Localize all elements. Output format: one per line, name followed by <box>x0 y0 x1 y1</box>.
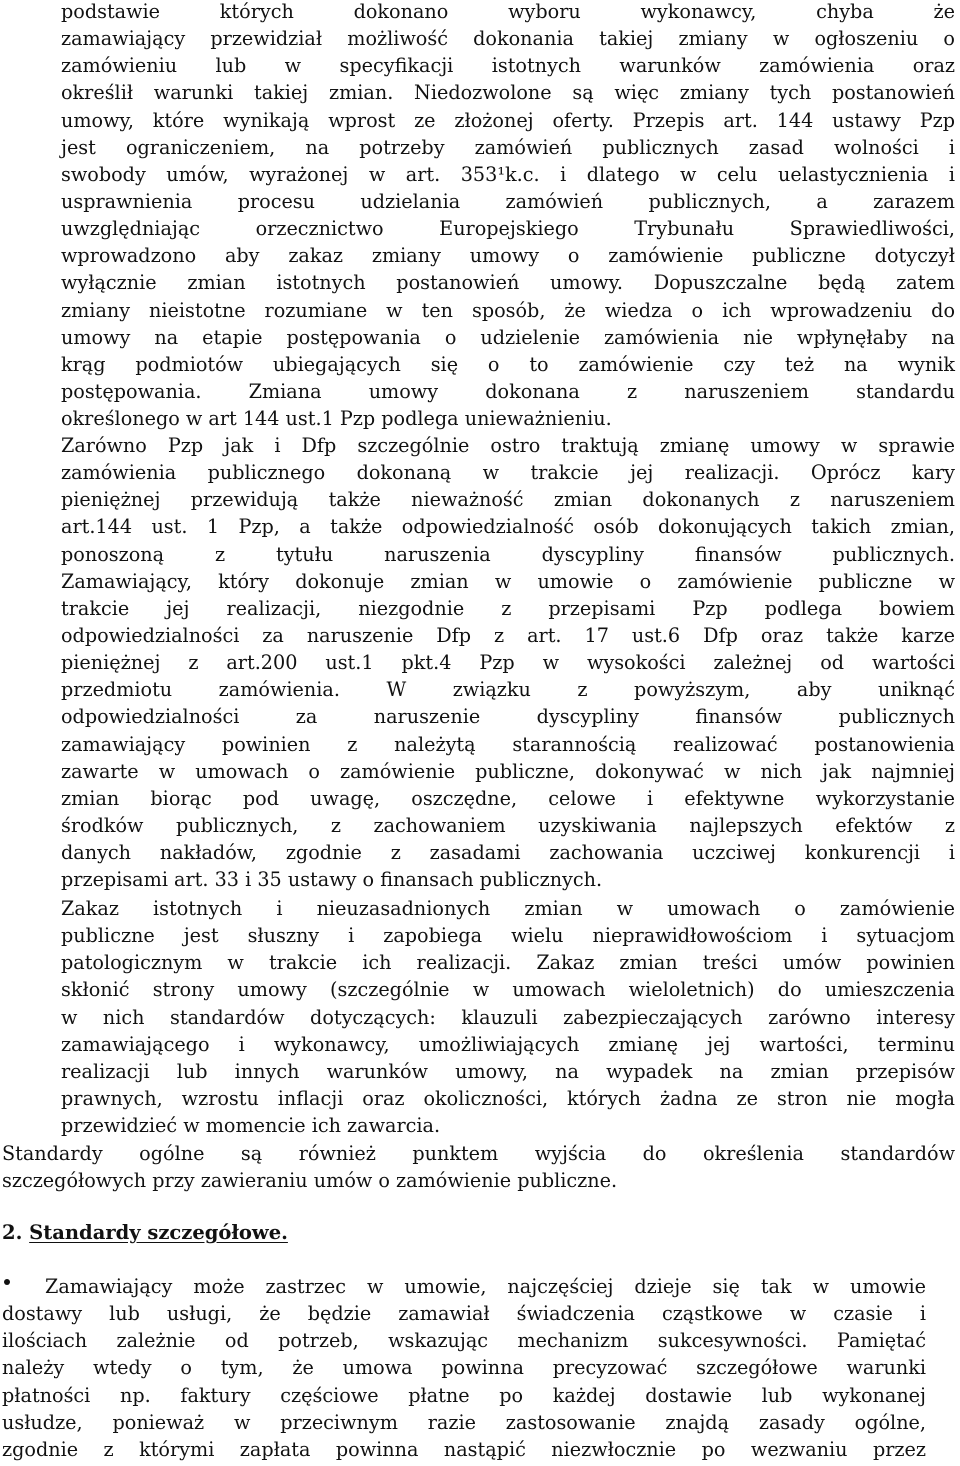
text-line: umowy, które wynikają wprost ze złożonej oferty. Przepis art. 144 ustawy Pzp <box>61 108 955 132</box>
text-line: dostawy lub usługi, że będzie zamawiał świadczenia cząstkowe w czasie i <box>2 1302 926 1326</box>
text-line: zamówieniu lub w specyfikacji istotnych warunków zamówienia oraz <box>61 54 955 78</box>
text-line: określonego w art 144 ust.1 Pzp podlega unieważnieniu. <box>61 407 612 431</box>
text-line: postępowania. Zmiana umowy dokonana z naruszeniem standardu <box>61 379 955 403</box>
text-line: zawarte w umowach o zamówienie publiczne, dokonywać w nich jak najmniej <box>61 759 955 783</box>
text-line: ponoszoną z tytułu naruszenia dyscypliny finansów publicznych. <box>61 542 955 566</box>
text-line: swobody umów, wyrażonej w art. 353¹k.c. i dlatego w celu uelastycznienia i <box>61 162 955 186</box>
text-line: art.144 ust. 1 Pzp, a także odpowiedzialność osób dokonujących takich zmian, <box>61 515 955 539</box>
text-line: usłudze, ponieważ w przeciwnym razie zastosowanie znajdą zasady ogólne, <box>2 1410 926 1434</box>
text-line: zmian biorąc pod uwagę, oszczędne, celowe i efektywne wykorzystanie <box>61 786 955 810</box>
text-line: Zarówno Pzp jak i Dfp szczególnie ostro traktują zmianę umowy w sprawie <box>61 434 955 457</box>
section-heading <box>2 1219 288 1246</box>
paragraph-pzp-dfp <box>61 432 955 893</box>
text-line: danych nakładów, zgodnie z zasadami zachowania uczciwej konkurencji i <box>61 841 955 865</box>
section-title: Standardy szczegółowe. <box>29 1221 288 1244</box>
text-line: jest ograniczeniem, na potrzeby zamówień publicznych zasad wolności i <box>61 135 955 159</box>
section-number: 2. <box>2 1221 23 1244</box>
text-line: umowy na etapie postępowania o udzielenie zamówienia nie wpłynęłaby na <box>61 325 955 349</box>
text-line: ilościach zależnie od potrzeb, wskazując mechanizm sukcesywności. Pamiętać <box>2 1329 926 1353</box>
text-line: odpowiedzialności za naruszenie Dfp z art. 17 ust.6 Dfp oraz także karze <box>61 623 955 647</box>
text-line: płatności np. faktury częściowe płatne po każdej dostawie lub wykonanej <box>2 1383 926 1407</box>
text-line: skłonić strony umowy (szczególnie w umowach wieloletnich) do umieszczenia <box>61 978 955 1002</box>
text-line: wyłącznie zmian istotnych postanowień umowy. Dopuszczalne będą zatem <box>61 271 955 295</box>
text-line: przewidzieć w momencie ich zawarcia. <box>61 1114 441 1138</box>
text-line: pieniężnej z art.200 ust.1 pkt.4 Pzp w wysokości zależnej od wartości <box>61 651 955 675</box>
paragraph-zakaz-zmian <box>61 895 955 1139</box>
text-line: zamawiający przewidział możliwość dokonania takiej zmiany w ogłoszeniu o <box>61 27 955 51</box>
text-line: krąg podmiotów ubiegających się o to zamówienie czy też na wynik <box>61 352 955 376</box>
text-line: Zamawiający, który dokonuje zmian w umowie o zamówienie publiczne w <box>61 569 955 593</box>
text-line: publiczne jest słuszny i zapobiega wielu nieprawidłowościom i sytuacjom <box>61 924 955 948</box>
text-line: Zamawiający może zastrzec w umowie, najczęściej dzieje się tak w umowie <box>45 1275 926 1298</box>
text-line: należy wtedy o tym, że umowa powinna precyzować szczegółowe warunki <box>2 1356 926 1380</box>
text-line: określił warunki takiej zmian. Niedozwolone są więc zmiany tych postanowień <box>61 81 955 105</box>
text-line: wprowadzono aby zakaz zmiany umowy o zamówienie publiczne dotyczył <box>61 244 955 268</box>
text-line: przedmiotu zamówienia. W związku z powyższym, aby uniknąć <box>61 678 955 702</box>
text-line: szczegółowych przy zawieraniu umów o zamówienie publiczne. <box>2 1169 618 1193</box>
text-line: zmiany nieistotne rozumiane w ten sposób, że wiedza o ich wprowadzeniu do <box>61 298 955 322</box>
paragraph-art-144 <box>61 0 955 432</box>
text-line: przepisami art. 33 i 35 ustawy o finansach publicznych. <box>61 868 603 892</box>
text-line: patologicznym w trakcie ich realizacji. Zakaz zmian treści umów powinien <box>61 951 955 975</box>
text-line: usprawnienia procesu udzielania zamówień publicznych, a zarazem <box>61 189 955 213</box>
text-line: realizacji lub innych warunków umowy, na wypadek na zmian przepisów <box>61 1059 955 1083</box>
text-line: zamawiającego i wykonawcy, umożliwiających zmianę jej wartości, terminu <box>61 1032 955 1056</box>
text-line: trakcie jej realizacji, niezgodnie z przepisami Pzp podlega bowiem <box>61 596 955 620</box>
paragraph-standardy-ogolne <box>2 1140 955 1194</box>
bullet-paragraph <box>2 1273 926 1463</box>
text-line: pieniężnej przewidują także nieważność zmian dokonanych z naruszeniem <box>61 488 955 512</box>
text-line: uwzględniając orzecznictwo Europejskiego Trybunału Sprawiedliwości, <box>61 217 955 241</box>
text-line: prawnych, wzrostu inflacji oraz okoliczności, których żadna ze stron nie mogła <box>61 1086 955 1110</box>
text-line: środków publicznych, z zachowaniem uzyskiwania najlepszych efektów z <box>61 813 955 837</box>
text-line: Zakaz istotnych i nieuzasadnionych zmian w umowach o zamówienie <box>61 897 955 920</box>
text-line: w nich standardów dotyczących: klauzuli zabezpieczających zarówno interesy <box>61 1005 955 1029</box>
text-line: odpowiedzialności za naruszenie dyscypliny finansów publicznych <box>61 705 955 729</box>
text-line: zamawiający powinien z należytą starannością realizować postanowienia <box>61 732 955 756</box>
text-line: zamówienia publicznego dokonaną w trakcie jej realizacji. Oprócz kary <box>61 461 955 485</box>
text-line: zgodnie z którymi zapłata powinna nastąpić niezwłocznie po wezwaniu przez <box>2 1437 926 1461</box>
text-line: podstawie których dokonano wyboru wykonawcy, chyba że <box>61 0 955 23</box>
text-line: Standardy ogólne są również punktem wyjścia do określenia standardów <box>2 1142 955 1165</box>
